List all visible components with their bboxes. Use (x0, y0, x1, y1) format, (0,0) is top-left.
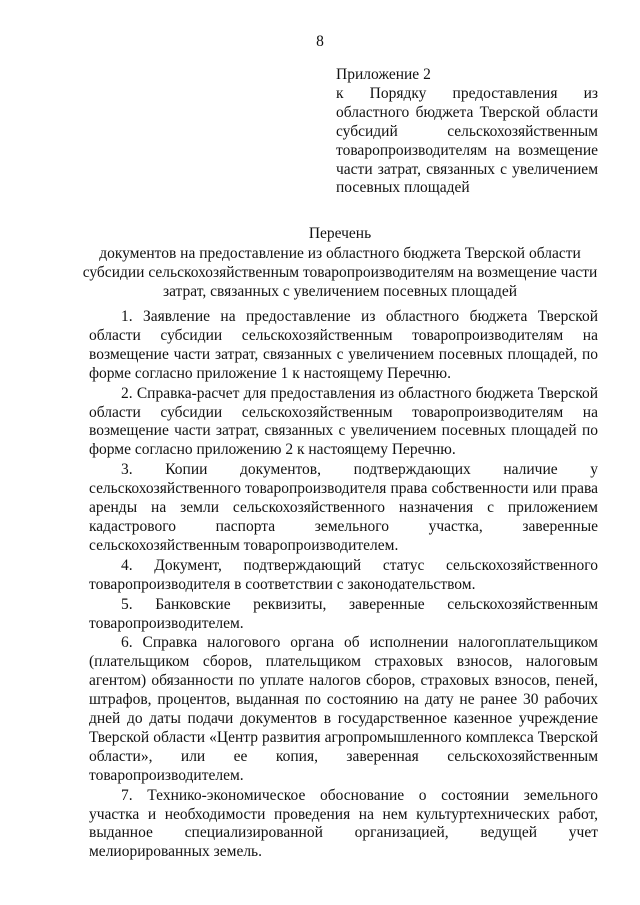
appendix-heading: Приложение 2 (336, 66, 431, 83)
document-subtitle: документов на предоставление из областного бюджета Тверской области субсидии сельскохозяйственным товаропроизводителям на возмещение части затрат, связанных с увеличением посевных площадей (82, 244, 598, 300)
page-number: 8 (316, 33, 324, 50)
list-item-6: 6. Справка налогового органа об исполнении налогоплательщиком (плательщиком сборов, плательщиком страховых взносов, налоговым агентом) обязанности по уплате налогов сборов, страховых взносов, пеней, штрафов, процентов, выданная по состоянию на дату не ранее 30 рабочих дней до даты подачи документов в государственное казенное учреждение Тверской области «Центр развития агропромышленного комплекса Тверской области», или ее копия, заверенная сельскохозяйственным товаропроизводителем. (89, 634, 598, 784)
document-title: Перечень (308, 225, 372, 242)
appendix-block (336, 66, 598, 198)
list-item-7: 7. Технико-экономическое обоснование о состоянии земельного участка и необходимости проведения на нем культуртехнических работ, выданное специализированной организацией, ведущей учет мелиорированных земель. (89, 786, 598, 861)
list-item-5: 5. Банковские реквизиты, заверенные сельскохозяйственным товаропроизводителем. (89, 595, 598, 632)
document-title-block (80, 225, 600, 302)
list-item-1: 1. Заявление на предоставление из областного бюджета Тверской области субсидии сельскохозяйственным товаропроизводителям на возмещение части затрат, связанных с увеличением посевных площадей, по форме согласно приложение 1 к настоящему Перечню. (89, 308, 598, 382)
appendix-body: к Порядку предоставления из областного бюджета Тверской области субсидий сельскохозяйственным товаропроизводителям на возмещение части затрат, связанных с увеличением посевных площадей (336, 84, 598, 197)
list-item-4: 4. Документ, подтверждающий статус сельскохозяйственного товаропроизводителя в соответствии с законодательством. (89, 556, 598, 593)
document-list (89, 308, 598, 863)
list-item-3: 3. Копии документов, подтверждающих наличие у сельскохозяйственного товаропроизводителя права собственности или права аренды на земли сельскохозяйственного назначения с приложением кадастрового паспорта земельного участка, заверенные сельскохозяйственным товаропроизводителем. (89, 461, 598, 554)
list-item-2: 2. Справка-расчет для предоставления из областного бюджета Тверской области субсидии сельскохозяйственным товаропроизводителям на возмещение части затрат, связанных с увеличением посевных площадей по форме согласно приложению 2 к настоящему Перечню. (89, 384, 598, 459)
